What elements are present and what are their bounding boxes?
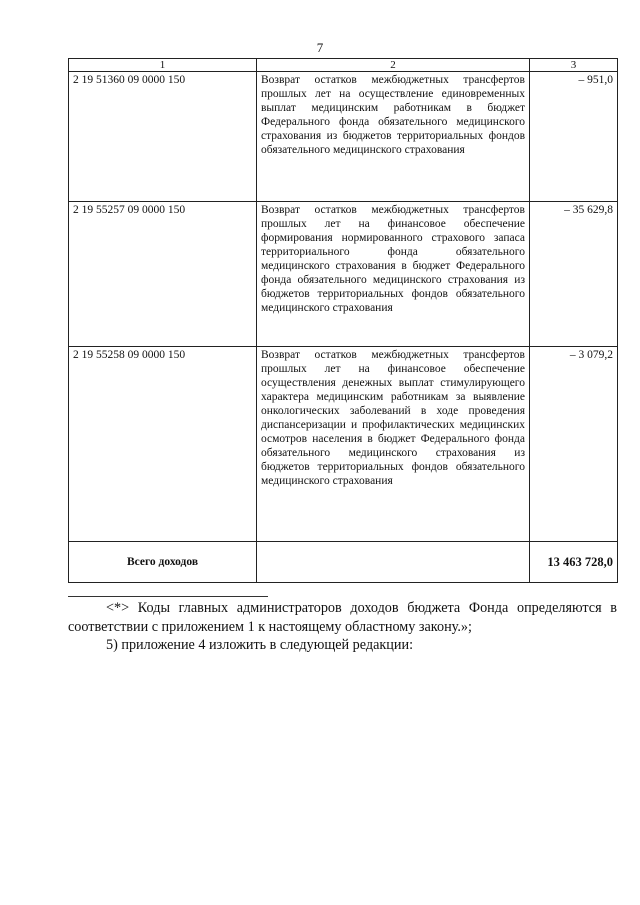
footnote-text: <*> Коды главных администраторов доходов бюджета Фонда определяются в соответствии с приложением 1 к настоящему областному закону.»; — [68, 600, 617, 635]
revenue-amount-cell: – 3 079,2 — [530, 347, 618, 542]
total-row — [69, 542, 618, 583]
revenue-code-cell: 2 19 55258 09 0000 150 — [69, 347, 257, 542]
amendment-item-5: 5) приложение 4 изложить в следующей редакции: — [106, 637, 414, 653]
column-header-3: 3 — [530, 59, 618, 72]
revenue-code-cell: 2 19 55257 09 0000 150 — [69, 202, 257, 347]
table-header-row — [69, 59, 618, 72]
revenue-amount-cell: – 35 629,8 — [530, 202, 618, 347]
total-description-cell — [257, 542, 530, 583]
table-row — [69, 347, 618, 542]
revenue-description-cell: Возврат остатков межбюджетных трансфертов прошлых лет на осуществление единовременных выплат медицинским работникам в бюджет Федерального фонда обязательного медицинского страхования из бюджетов территориальных фондов обязательного медицинского страхования — [257, 72, 530, 202]
table-row — [69, 72, 618, 202]
column-header-1: 1 — [69, 59, 257, 72]
footnote-divider — [68, 596, 268, 597]
revenue-amount-cell: – 951,0 — [530, 72, 618, 202]
revenue-code-cell: 2 19 51360 09 0000 150 — [69, 72, 257, 202]
table-row — [69, 202, 618, 347]
total-label-cell: Всего доходов — [69, 542, 257, 583]
total-amount-cell: 13 463 728,0 — [530, 542, 618, 583]
revenue-description-cell: Возврат остатков межбюджетных трансфертов прошлых лет на финансовое обеспечение осуществления денежных выплат стимулирующего характера медицинским работникам за выявление онкологических заболеваний в ходе проведения диспансеризации и профилактических медицинских осмотров населения в бюджет Федерального фонда обязательного медицинского страхования из бюджетов территориальных фондов обязательного медицинского страхования — [257, 347, 530, 542]
revenue-table — [68, 58, 618, 583]
column-header-2: 2 — [257, 59, 530, 72]
page-number: 7 — [316, 40, 324, 55]
revenue-description-cell: Возврат остатков межбюджетных трансфертов прошлых лет на финансовое обеспечение формирования нормированного страхового запаса территориального фонда обязательного медицинского страхования в бюджет Федерального фонда обязательного медицинского страхования из бюджетов территориальных фондов обязательного медицинского страхования — [257, 202, 530, 347]
